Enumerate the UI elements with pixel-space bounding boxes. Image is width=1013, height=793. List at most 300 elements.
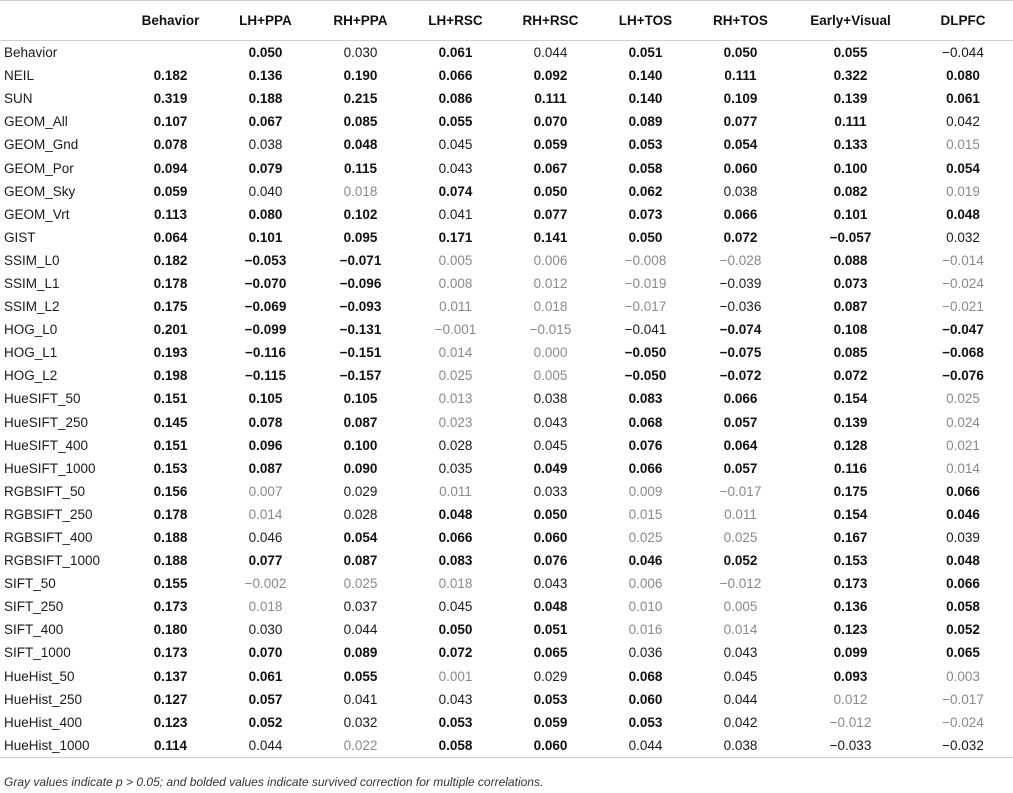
value-cell: −0.001 xyxy=(434,322,477,338)
value-cell: 0.061 xyxy=(248,668,283,684)
value-cell: 0.009 xyxy=(628,483,663,499)
value-cell: 0.054 xyxy=(343,530,378,546)
value-cell: 0.190 xyxy=(343,68,378,84)
value-cell: 0.099 xyxy=(833,645,868,661)
value-cell: 0.066 xyxy=(946,483,980,499)
value-cell: 0.038 xyxy=(723,183,758,199)
value-cell: 0.018 xyxy=(343,183,378,199)
value-cell: 0.028 xyxy=(343,506,378,522)
value-cell: −0.050 xyxy=(624,345,667,361)
value-cell: 0.045 xyxy=(438,599,473,615)
value-cell: 0.116 xyxy=(833,460,868,476)
value-cell: 0.070 xyxy=(248,645,283,661)
column-header: RH+RSC xyxy=(503,1,598,41)
value-cell: −0.070 xyxy=(244,275,287,291)
value-cell: 0.050 xyxy=(248,45,283,61)
value-cell: −0.115 xyxy=(245,368,286,384)
value-cell: 0.046 xyxy=(946,506,980,522)
value-cell: 0.015 xyxy=(628,506,663,522)
value-cell: 0.215 xyxy=(343,91,378,107)
value-cell: 0.052 xyxy=(723,553,758,569)
value-cell: 0.074 xyxy=(438,183,473,199)
value-cell: 0.085 xyxy=(343,114,378,130)
value-cell: 0.072 xyxy=(833,368,868,384)
column-header: RH+TOS xyxy=(693,1,788,41)
value-cell: 0.115 xyxy=(343,160,378,176)
value-cell: 0.198 xyxy=(153,368,188,384)
value-cell: −0.047 xyxy=(942,322,984,338)
value-cell: −0.024 xyxy=(942,714,984,730)
value-cell: 0.023 xyxy=(438,414,473,430)
value-cell: 0.101 xyxy=(833,206,868,222)
value-cell: 0.139 xyxy=(833,414,868,430)
value-cell: −0.041 xyxy=(624,322,667,338)
value-cell: 0.066 xyxy=(723,391,758,407)
value-cell: 0.140 xyxy=(628,68,663,84)
row-label: HueHist_400 xyxy=(4,714,83,730)
table-row xyxy=(0,734,1013,758)
value-cell: 0.076 xyxy=(628,437,663,453)
value-cell: 0.067 xyxy=(248,114,283,130)
value-cell: 0.053 xyxy=(628,137,663,153)
value-cell: 0.042 xyxy=(723,714,758,730)
table-row xyxy=(0,665,1013,688)
table-row xyxy=(0,549,1013,572)
value-cell: 0.048 xyxy=(946,206,980,222)
value-cell: −0.093 xyxy=(339,299,382,315)
value-cell: 0.055 xyxy=(833,45,868,61)
value-cell: 0.030 xyxy=(343,45,378,61)
value-cell: 0.048 xyxy=(343,137,378,153)
value-cell: 0.087 xyxy=(343,553,378,569)
value-cell: 0.145 xyxy=(153,414,188,430)
value-cell: 0.057 xyxy=(723,460,758,476)
value-cell: 0.033 xyxy=(533,483,568,499)
table-row xyxy=(0,411,1013,434)
value-cell: 0.182 xyxy=(153,252,188,268)
value-cell: 0.068 xyxy=(628,668,663,684)
value-cell: 0.077 xyxy=(248,553,283,569)
value-cell: 0.151 xyxy=(153,391,188,407)
row-label: SIFT_400 xyxy=(4,622,64,638)
value-cell: 0.139 xyxy=(833,91,868,107)
value-cell: 0.044 xyxy=(723,691,758,707)
value-cell: −0.053 xyxy=(244,252,287,268)
row-label: GIST xyxy=(4,229,36,245)
value-cell: 0.127 xyxy=(153,691,188,707)
column-header: LH+TOS xyxy=(598,1,693,41)
value-cell: 0.041 xyxy=(343,691,378,707)
value-cell: 0.111 xyxy=(534,91,567,107)
table-row xyxy=(0,688,1013,711)
value-cell: 0.046 xyxy=(248,530,283,546)
value-cell: 0.022 xyxy=(313,734,408,758)
value-cell: −0.019 xyxy=(624,275,667,291)
row-label: SIFT_50 xyxy=(4,576,56,592)
value-cell: −0.050 xyxy=(624,368,667,384)
value-cell: 0.043 xyxy=(533,414,568,430)
value-cell: −0.116 xyxy=(245,345,286,361)
table-row xyxy=(0,387,1013,410)
value-cell: 0.037 xyxy=(343,599,378,615)
value-cell: 0.077 xyxy=(533,206,568,222)
value-cell: 0.050 xyxy=(628,229,663,245)
value-cell: 0.073 xyxy=(628,206,663,222)
value-cell: 0.188 xyxy=(153,530,188,546)
table-row xyxy=(0,480,1013,503)
value-cell: 0.155 xyxy=(153,576,188,592)
table-row xyxy=(0,503,1013,526)
value-cell: 0.111 xyxy=(834,114,867,130)
value-cell: 0.046 xyxy=(628,553,663,569)
value-cell xyxy=(123,41,218,65)
value-cell: 0.109 xyxy=(723,91,758,107)
value-cell: −0.028 xyxy=(719,252,762,268)
value-cell: 0.054 xyxy=(946,160,980,176)
value-cell: 0.085 xyxy=(833,345,868,361)
value-cell: 0.064 xyxy=(723,437,758,453)
value-cell: 0.105 xyxy=(343,391,378,407)
row-label: RGBSIFT_400 xyxy=(4,530,93,546)
value-cell: 0.038 xyxy=(693,734,788,758)
value-cell: 0.039 xyxy=(946,530,980,546)
value-cell: −0.033 xyxy=(788,734,913,758)
table-row xyxy=(0,180,1013,203)
value-cell: 0.040 xyxy=(248,183,283,199)
table-row xyxy=(0,41,1013,65)
value-cell: 0.111 xyxy=(724,68,757,84)
value-cell: 0.154 xyxy=(833,391,868,407)
value-cell: 0.136 xyxy=(248,68,283,84)
row-label: NEIL xyxy=(4,68,35,84)
value-cell: 0.014 xyxy=(248,506,283,522)
value-cell: −0.032 xyxy=(913,734,1013,758)
value-cell: 0.107 xyxy=(153,114,188,130)
column-header: Early+Visual xyxy=(788,1,913,41)
value-cell: 0.057 xyxy=(248,691,283,707)
value-cell: 0.011 xyxy=(439,483,472,499)
value-cell: 0.171 xyxy=(438,229,473,245)
value-cell: −0.012 xyxy=(829,714,872,730)
value-cell: 0.082 xyxy=(833,183,868,199)
value-cell: 0.178 xyxy=(153,275,188,291)
value-cell: 0.067 xyxy=(533,160,568,176)
value-cell: 0.070 xyxy=(533,114,568,130)
value-cell: 0.050 xyxy=(723,45,758,61)
table-row xyxy=(0,249,1013,272)
value-cell: 0.058 xyxy=(628,160,663,176)
table-row xyxy=(0,572,1013,595)
row-label: GEOM_Vrt xyxy=(4,206,70,222)
value-cell: 0.029 xyxy=(533,668,568,684)
row-label: HOG_L1 xyxy=(4,345,58,361)
row-label: HueSIFT_1000 xyxy=(4,460,96,476)
value-cell: −0.157 xyxy=(339,368,382,384)
table-row xyxy=(0,526,1013,549)
value-cell: 0.053 xyxy=(533,691,568,707)
value-cell: 0.018 xyxy=(438,576,473,592)
row-label: SIFT_1000 xyxy=(4,645,71,661)
table-row xyxy=(0,156,1013,179)
value-cell: 0.008 xyxy=(438,275,473,291)
value-cell: 0.064 xyxy=(153,229,188,245)
value-cell: 0.087 xyxy=(833,299,868,315)
value-cell: 0.175 xyxy=(833,483,868,499)
value-cell: −0.057 xyxy=(829,229,872,245)
value-cell: 0.061 xyxy=(946,91,980,107)
value-cell: 0.053 xyxy=(628,714,663,730)
value-cell: 0.151 xyxy=(153,437,188,453)
value-cell: 0.060 xyxy=(628,691,663,707)
value-cell: 0.019 xyxy=(946,183,980,199)
table-row xyxy=(0,364,1013,387)
value-cell: −0.002 xyxy=(244,576,287,592)
table-row xyxy=(0,595,1013,618)
value-cell: 0.013 xyxy=(438,391,473,407)
value-cell: −0.015 xyxy=(529,322,572,338)
value-cell: 0.021 xyxy=(946,437,980,453)
row-label: GEOM_Gnd xyxy=(4,137,79,153)
table-row xyxy=(0,64,1013,87)
value-cell: 0.028 xyxy=(438,437,473,453)
value-cell: 0.043 xyxy=(723,645,758,661)
value-cell: 0.088 xyxy=(833,252,868,268)
value-cell: 0.012 xyxy=(533,275,568,291)
value-cell: 0.007 xyxy=(248,483,283,499)
table-row xyxy=(0,110,1013,133)
value-cell: 0.024 xyxy=(946,414,980,430)
value-cell: 0.025 xyxy=(723,530,758,546)
value-cell: 0.044 xyxy=(533,45,568,61)
value-cell: 0.094 xyxy=(153,160,188,176)
row-label: HueSIFT_250 xyxy=(4,414,89,430)
value-cell: 0.092 xyxy=(533,68,568,84)
value-cell: 0.005 xyxy=(723,599,758,615)
value-cell: 0.178 xyxy=(153,506,188,522)
value-cell: 0.058 xyxy=(946,599,980,615)
row-label: HueHist_250 xyxy=(4,691,83,707)
value-cell: 0.043 xyxy=(533,576,568,592)
value-cell: 0.073 xyxy=(833,275,868,291)
value-cell: −0.072 xyxy=(719,368,762,384)
value-cell: 0.089 xyxy=(628,114,663,130)
value-cell: 0.060 xyxy=(503,734,598,758)
value-cell: 0.051 xyxy=(628,45,663,61)
value-cell: 0.059 xyxy=(533,714,568,730)
value-cell: 0.045 xyxy=(438,137,473,153)
value-cell: −0.021 xyxy=(942,299,984,315)
value-cell: 0.066 xyxy=(438,530,473,546)
value-cell: 0.083 xyxy=(628,391,663,407)
value-cell: 0.065 xyxy=(946,645,980,661)
row-label: HueHist_1000 xyxy=(0,734,123,758)
value-cell: 0.059 xyxy=(533,137,568,153)
value-cell: −0.036 xyxy=(719,299,762,315)
column-header: Behavior xyxy=(123,1,218,41)
row-label: SSIM_L1 xyxy=(4,275,60,291)
value-cell: 0.173 xyxy=(833,576,868,592)
table-body xyxy=(0,41,1013,758)
value-cell: −0.012 xyxy=(719,576,762,592)
header-row xyxy=(0,1,1013,41)
value-cell: −0.076 xyxy=(942,368,984,384)
row-label: HueHist_50 xyxy=(4,668,75,684)
value-cell: 0.050 xyxy=(533,506,568,522)
value-cell: −0.071 xyxy=(339,252,382,268)
value-cell: 0.141 xyxy=(533,229,568,245)
value-cell: 0.201 xyxy=(153,322,188,338)
value-cell: 0.048 xyxy=(946,553,980,569)
value-cell: 0.058 xyxy=(408,734,503,758)
value-cell: 0.050 xyxy=(438,622,473,638)
value-cell: 0.014 xyxy=(723,622,758,638)
value-cell: 0.030 xyxy=(248,622,283,638)
table-row xyxy=(0,318,1013,341)
value-cell: 0.123 xyxy=(833,622,868,638)
value-cell: 0.005 xyxy=(533,368,568,384)
value-cell: 0.018 xyxy=(533,299,568,315)
value-cell: 0.154 xyxy=(833,506,868,522)
value-cell: 0.167 xyxy=(833,530,868,546)
value-cell: −0.075 xyxy=(719,345,762,361)
value-cell: 0.156 xyxy=(153,483,188,499)
value-cell: 0.140 xyxy=(628,91,663,107)
value-cell: 0.041 xyxy=(438,206,473,222)
row-label: RGBSIFT_1000 xyxy=(4,553,101,569)
table-footnote: Gray values indicate p > 0.05; and bolded values indicate survived correction for multiple correlations. xyxy=(4,775,544,789)
value-cell: 0.193 xyxy=(153,345,188,361)
column-header: RH+PPA xyxy=(313,1,408,41)
value-cell: 0.052 xyxy=(946,622,980,638)
row-label: SIFT_250 xyxy=(4,599,64,615)
value-cell: 0.049 xyxy=(533,460,568,476)
column-header: LH+PPA xyxy=(218,1,313,41)
table-row xyxy=(0,641,1013,664)
table-row xyxy=(0,457,1013,480)
value-cell: 0.005 xyxy=(438,252,473,268)
table-row xyxy=(0,226,1013,249)
value-cell: −0.008 xyxy=(624,252,667,268)
row-label: HueSIFT_50 xyxy=(4,391,81,407)
value-cell: 0.018 xyxy=(248,599,283,615)
value-cell: 0.032 xyxy=(946,229,980,245)
value-cell: 0.038 xyxy=(248,137,283,153)
value-cell: 0.100 xyxy=(833,160,868,176)
value-cell: 0.001 xyxy=(438,668,473,684)
value-cell: 0.010 xyxy=(628,599,663,615)
value-cell: 0.086 xyxy=(438,91,473,107)
value-cell: 0.042 xyxy=(946,114,980,130)
value-cell: 0.025 xyxy=(438,368,473,384)
value-cell: 0.076 xyxy=(533,553,568,569)
value-cell: −0.069 xyxy=(244,299,287,315)
value-cell: −0.017 xyxy=(624,299,667,315)
value-cell: −0.151 xyxy=(339,345,382,361)
row-label: HueSIFT_400 xyxy=(4,437,89,453)
table-row xyxy=(0,434,1013,457)
value-cell: 0.173 xyxy=(153,599,188,615)
value-cell: 0.016 xyxy=(628,622,663,638)
table-row xyxy=(0,203,1013,226)
value-cell: 0.087 xyxy=(248,460,283,476)
value-cell: −0.131 xyxy=(339,322,382,338)
value-cell: 0.068 xyxy=(628,414,663,430)
value-cell: 0.025 xyxy=(946,391,980,407)
value-cell: 0.032 xyxy=(343,714,378,730)
value-cell: 0.319 xyxy=(153,91,188,107)
table-row xyxy=(0,87,1013,110)
value-cell: 0.050 xyxy=(533,183,568,199)
value-cell: 0.061 xyxy=(438,45,473,61)
value-cell: 0.136 xyxy=(833,599,868,615)
value-cell: 0.175 xyxy=(153,299,188,315)
row-label: GEOM_Sky xyxy=(4,183,76,199)
value-cell: 0.015 xyxy=(946,137,980,153)
value-cell: 0.078 xyxy=(248,414,283,430)
value-cell: 0.036 xyxy=(628,645,663,661)
value-cell: 0.014 xyxy=(438,345,473,361)
row-label: RGBSIFT_50 xyxy=(4,483,86,499)
column-header: LH+RSC xyxy=(408,1,503,41)
value-cell: 0.083 xyxy=(438,553,473,569)
value-cell: 0.080 xyxy=(946,68,980,84)
value-cell: −0.096 xyxy=(339,275,382,291)
value-cell: 0.080 xyxy=(248,206,283,222)
value-cell: 0.003 xyxy=(946,668,980,684)
value-cell: 0.100 xyxy=(343,437,378,453)
value-cell: 0.055 xyxy=(343,668,378,684)
value-cell: 0.000 xyxy=(533,345,568,361)
value-cell: 0.035 xyxy=(438,460,473,476)
value-cell: 0.060 xyxy=(533,530,568,546)
value-cell: 0.051 xyxy=(533,622,568,638)
value-cell: 0.011 xyxy=(439,299,472,315)
value-cell: 0.066 xyxy=(723,206,758,222)
value-cell: 0.065 xyxy=(533,645,568,661)
value-cell: 0.053 xyxy=(438,714,473,730)
value-cell: −0.099 xyxy=(244,322,287,338)
row-label: GEOM_All xyxy=(4,114,68,130)
table-row xyxy=(0,618,1013,641)
value-cell: 0.062 xyxy=(628,183,663,199)
value-cell: 0.011 xyxy=(724,506,757,522)
value-cell: 0.045 xyxy=(723,668,758,684)
value-cell: 0.078 xyxy=(153,137,188,153)
value-cell: 0.102 xyxy=(343,206,378,222)
value-cell: 0.038 xyxy=(533,391,568,407)
row-label: HOG_L0 xyxy=(4,322,58,338)
value-cell: 0.072 xyxy=(438,645,473,661)
value-cell: 0.012 xyxy=(833,691,868,707)
row-label: HOG_L2 xyxy=(4,368,58,384)
value-cell: 0.173 xyxy=(153,645,188,661)
value-cell: 0.048 xyxy=(533,599,568,615)
value-cell: 0.014 xyxy=(946,460,980,476)
value-cell: 0.077 xyxy=(723,114,758,130)
value-cell: 0.006 xyxy=(533,252,568,268)
value-cell: −0.014 xyxy=(942,252,984,268)
value-cell: 0.188 xyxy=(153,553,188,569)
value-cell: 0.029 xyxy=(343,483,378,499)
value-cell: 0.044 xyxy=(343,622,378,638)
column-header: DLPFC xyxy=(913,1,1013,41)
value-cell: 0.093 xyxy=(833,668,868,684)
value-cell: 0.123 xyxy=(153,714,188,730)
row-label: SSIM_L2 xyxy=(4,299,60,315)
value-cell: 0.105 xyxy=(248,391,283,407)
value-cell: 0.095 xyxy=(343,229,378,245)
value-cell: 0.045 xyxy=(533,437,568,453)
